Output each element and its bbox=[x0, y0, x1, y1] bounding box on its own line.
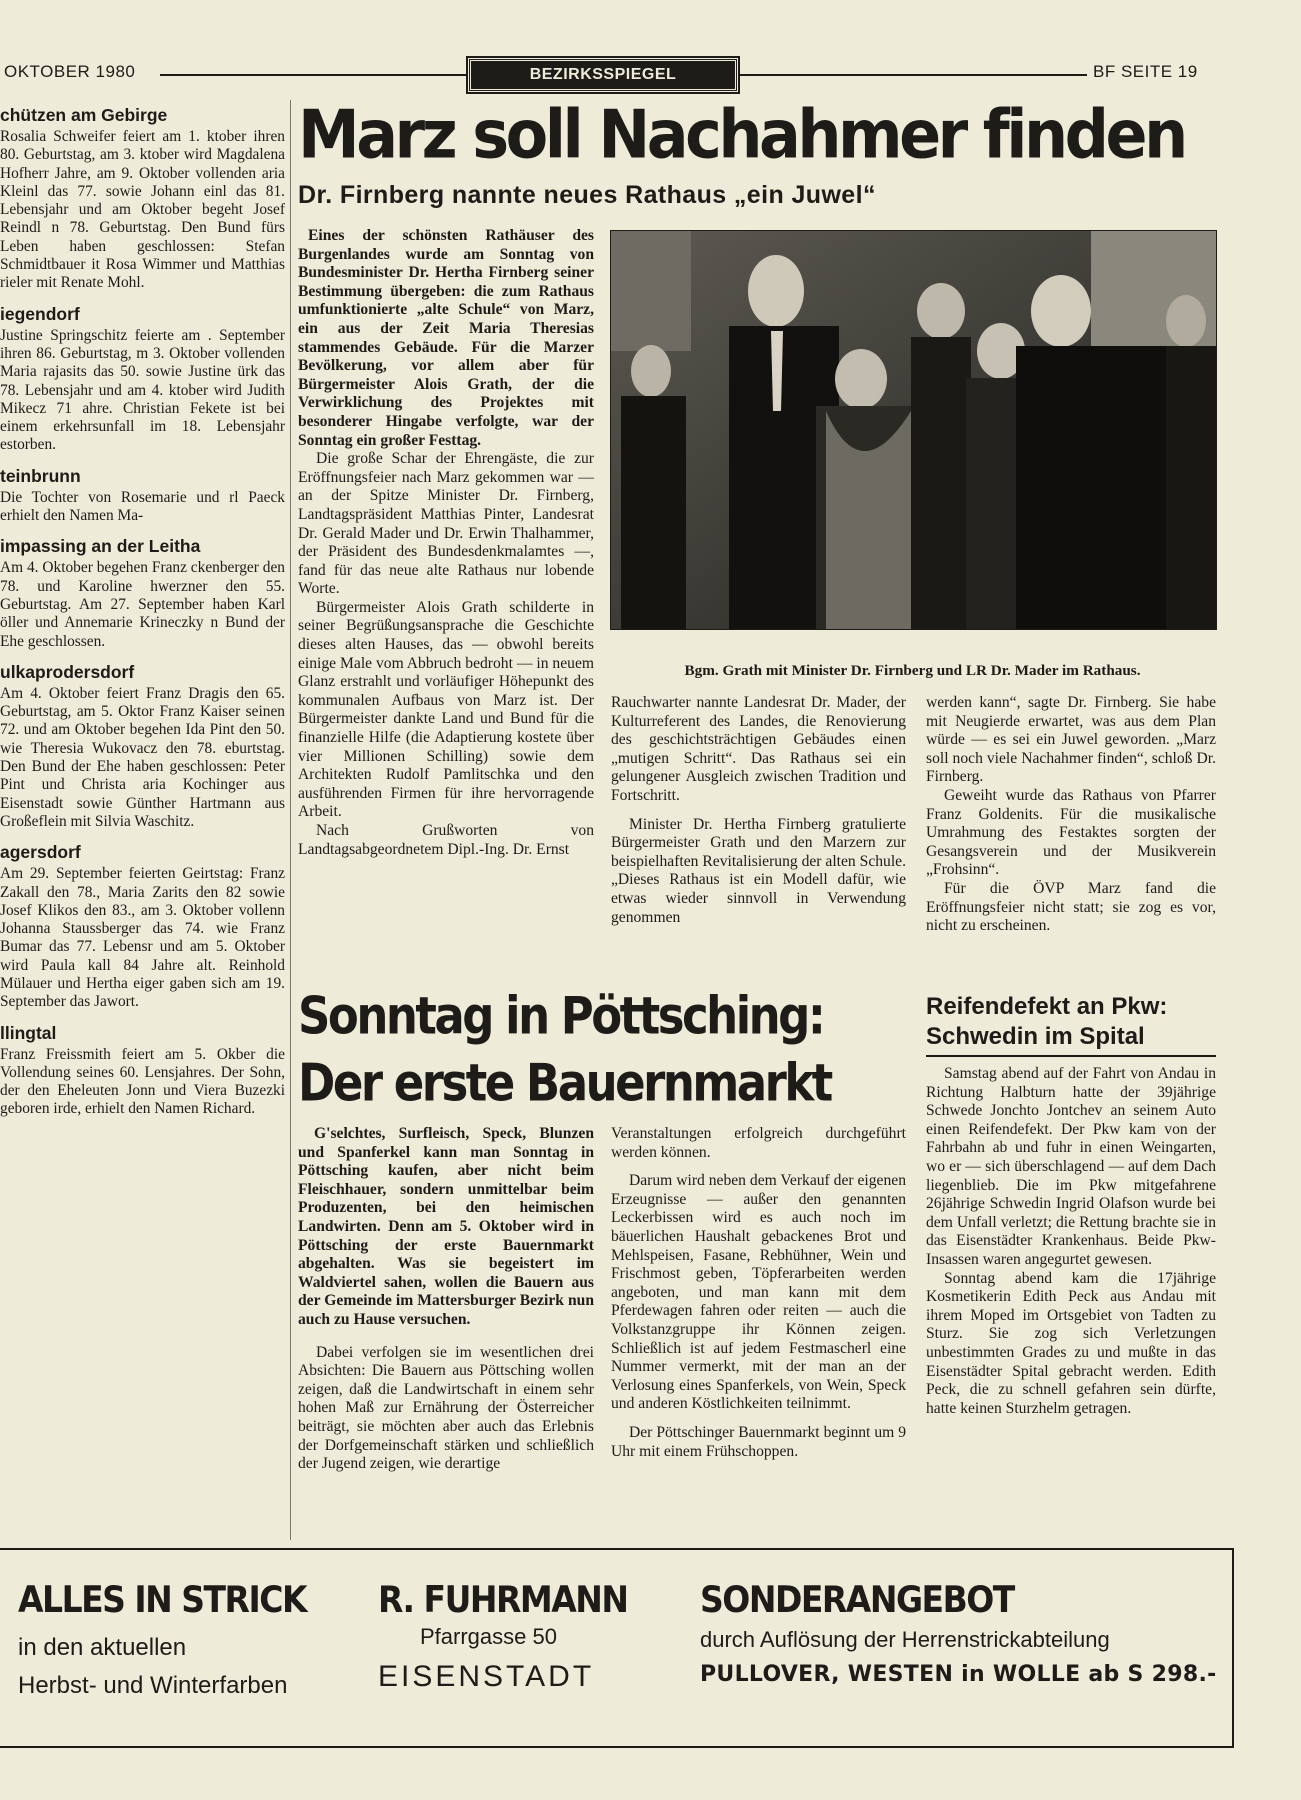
brief-text: Rosalia Schweifer feiert am 1. ktober ihren 80. Geburtstag, am 3. ktober wird Magdalena Hofherr Jahre, am 9. Oktober vollenden aria Kleinl das 77. sowie Johann einl das 81. Lebensjahr und am Oktober begeht Josef Reindl n 78. Geburtstag. Den Bund fürs Leben haben geschlossen: Stefan Schmidtbauer it Rosa Wimmer und Matthias rieler mit Renate Mohl. bbox=[0, 128, 285, 292]
paragraph: werden kann“, sagte Dr. Firnberg. Sie habe mit Neugierde erwartet, was aus dem Plan würde — es sei ein Juwel geworden. „Marz soll noch viele Nachahmer finden“, schloß Dr. Firnberg. bbox=[926, 694, 1216, 786]
brief-text: Am 29. September feierten Geirtstag: Franz Zakall den 78., Maria Zarits den 82 sowie Josef Klikos den 83., am 3. Oktober vollenn Johanna Staussberger das 74. wie Franz Bumar das 77. Lebensr und am 5. Oktober wird Paula kall 84 Jahre alt. Reinhold Mülauer und Hertha eiger gaben sich am 19. September das Jawort. bbox=[0, 865, 285, 1011]
paragraph: Veranstaltungen erfolgreich durchgeführt werden können. bbox=[611, 1125, 906, 1161]
ad-address: Pfarrgasse 50 bbox=[420, 1624, 557, 1649]
brief-title: impassing an der Leitha bbox=[0, 536, 201, 557]
ad-offer: PULLOVER, WESTEN in WOLLE ab S 298.- bbox=[700, 1662, 1217, 1687]
paragraph: Dabei verfolgen sie im wesentlichen drei Absichten: Die Bauern aus Pöttsching wollen zeigen, daß die Landwirtschaft in einem sehr hohen Maß zur Ernährung der Österreicher beiträgt, sie möchten aber auch das Erlebnis der Dorfgemeinschaft stärken und schließlich der Jugend zeigen, wie derartige bbox=[298, 1343, 594, 1473]
header-rule-left bbox=[160, 74, 468, 76]
brief-section bbox=[0, 841, 285, 1011]
paragraph: Darum wird neben dem Verkauf der eigenen Erzeugnisse — außer den genannten Leckerbissen wird es auch noch im bäuerlichen Haushalt gebackenes Brot und Mehlspeisen, Fasane, Rebhühner, Wein und Frischmost geben, Töpferarbeiten werden angeboten, und man kann mit dem Pferdewagen fahren oder reiten — auch die Volkstanzgruppe ihr Können zeigen. Schließlich ist auf jedem Festmascherl eine Nummer vermerkt, mit der man an der Verlosung eines Spanferkels, von Wein, Speck und anderen Köstlichkeiten teilnimmt. bbox=[611, 1172, 906, 1413]
ad-text: in den aktuellen bbox=[18, 1634, 187, 1661]
brief-section bbox=[0, 661, 285, 831]
second-headline-line1: Sonntag in Pöttsching: bbox=[298, 985, 824, 1046]
brief-text: Die Tochter von Rosemarie und rl Paeck erhielt den Namen Ma- bbox=[0, 488, 285, 525]
ad-title-strick: ALLES IN STRICK bbox=[18, 1578, 307, 1621]
header-date: OKTOBER 1980 bbox=[4, 62, 136, 81]
brief-text: Franz Freissmith feiert am 5. Okber die Vollendung seines 60. Lensjahres. Der Sohn, der den Eheleuten Jonn und Viera Buzezki geboren irde, erhielt den Namen Richard. bbox=[0, 1045, 285, 1118]
brief-title: teinbrunn bbox=[0, 465, 81, 486]
brief-section bbox=[0, 535, 285, 650]
second-headline-line2: Der erste Bauernmarkt bbox=[298, 1052, 831, 1113]
section-badge: BEZIRKSSPIEGEL bbox=[468, 58, 738, 92]
brief-text: Am 4. Oktober feiert Franz Dragis den 65. Geburtstag, am 5. Oktor Franz Kaiser seinen 72. und am Oktober begehen Ida Pint den 50. wie Theresia Wukovacz den 78. eburtstag. Den Bund der Ehe haben geschlossen: Peter Pint und Christa aria Kochinger aus Eisenstadt sowie Günther Hartmann aus Großeflein mit Silvia Waschitz. bbox=[0, 684, 285, 830]
photo-illustration bbox=[611, 231, 1216, 629]
main-story-column-1 bbox=[298, 227, 594, 859]
paragraph: Rauchwarter nannte Landesrat Dr. Mader, der Kulturreferent des Landes, die Renovierung des geschichtsträchtigen Gebäudes einen „mutigen Schritt“. Das Rathaus sei ein gelungener Ausgleich zwischen Tradition und Fortschritt. bbox=[611, 694, 906, 804]
main-story-column-2 bbox=[611, 694, 906, 927]
brief-text: Am 4. Oktober begehen Franz ckenberger den 78. und Karoline hwerzner den 55. Geburtstag. Am 27. September haben Karl öller und Annemarie Krineczky n Bund der Ehe geschlossen. bbox=[0, 559, 285, 650]
column-divider bbox=[290, 100, 291, 1540]
ad-title-sonderangebot: SONDERANGEBOT bbox=[700, 1578, 1014, 1621]
brief-section bbox=[0, 104, 285, 293]
main-headline: Marz soll Nachahmer finden bbox=[298, 94, 1185, 174]
paragraph: Samstag abend auf der Fahrt von Andau in Richtung Halbturn hatte der 39jährige Schwede Jonchto Jontchev an seinem Auto einen Reifendefekt. Der Pkw kam von der Fahrbahn ab und fuhr in einen Weingarten, wo er — sich überschlagend — auf dem Dach liegenblieb. Die im Pkw mitgefahrene 26jährige Schwedin Ingrid Olafson wurde bei dem Unfall verletzt; die Rettung brachte sie in das Eisenstädter Krankenhaus. Beide Pkw-Insassen waren angegurtet gewesen. bbox=[926, 1065, 1216, 1268]
page-number: BF SEITE 19 bbox=[1093, 62, 1198, 81]
second-story-column-1 bbox=[298, 1125, 594, 1474]
header-rule-right bbox=[732, 74, 1087, 76]
left-column-briefs bbox=[0, 104, 285, 1129]
brief-text: Justine Springschitz feierte am . September ihren 86. Geburtstag, m 3. Oktober vollenden Maria rajasits das 50. sowie Justine ürk das 78. Lebensjahr und am 4. ktober wird Judith Mikecz 71 ahre. Christian Fekete ist bei einem erkehrsunfall im 18. Lebensjahr estorben. bbox=[0, 326, 285, 454]
main-story-column-3 bbox=[926, 694, 1216, 936]
brief-section bbox=[0, 303, 285, 455]
paragraph: Sonntag abend kam die 17jährige Kosmetikerin Edith Peck aus Andau mit ihrem Moped im Ortsgebiet von Tadten zu Sturz. Sie zog sich Verletzungen unbestimmten Grades zu und mußte in das Eisenstädter Spital gebracht werden. Edith Peck, die zu schnell gefahren sein dürfte, hatte keinen Sturzhelm getragen. bbox=[926, 1269, 1216, 1417]
paragraph: Bürgermeister Alois Grath schilderte in seiner Begrüßungsansprache die Geschichte dieses alten Hauses, das — obwohl bereits einige Male vom Abbruch bedroht — in neuem Glanz erstrahlt und vorläufiger Höhepunkt des kommunalen Aufbaus von Marz ist. Der Bürgermeister dankte Land und Bund für die finanzielle Hilfe (die Adaptierung kostete über vier Millionen Schilling) sowie dem Architekten Rudolf Pamlitschka und den ausführenden Firmen für ihre hervorragende Arbeit. bbox=[298, 598, 594, 821]
paragraph: Für die ÖVP Marz fand die Eröffnungsfeier nicht statt; sie zog es vor, nicht zu erscheinen. bbox=[926, 879, 1216, 935]
third-story-column bbox=[926, 1065, 1216, 1418]
main-subhead: Dr. Firnberg nannte neues Rathaus „ein Juwel“ bbox=[298, 181, 876, 209]
main-lead: Eines der schönsten Rathäuser des Burgenlandes wurde am Sonntag von Bundesminister Dr. Hertha Firnberg seiner Bestimmung übergeben: die zum Rathaus umfunktionierte „alte Schule“ von Marz, ein aus der Zeit Maria Theresias stammendes Gebäude. Für die Marzer Bevölkerung, vor allem aber für Bürgermeister Alois Grath, der die Verwirklichung des Projektes mit besonderer Hingabe verfolgte, war der Sonntag ein großer Festtag. bbox=[298, 227, 594, 449]
paragraph: Minister Dr. Hertha Firnberg gratulierte Bürgermeister Grath und den Marzern zur beispielhaften Revitalisierung der alten Schule. „Dieses Rathaus ist ein Modell dafür, wie etwas wieder sinnvoll in Verwendung genommen bbox=[611, 815, 906, 926]
paragraph: Die große Schar der Ehrengäste, die zur Eröffnungsfeier nach Marz gekommen war — an der Spitze Minister Dr. Firnberg, Landtagspräsident Matthias Pinter, Landesrat Dr. Gerald Mader und Dr. Erwin Thalhammer, der Präsident des Bundesdenkmalamtes —, fand für das neue alte Rathaus nur lobende Worte. bbox=[298, 450, 594, 598]
photo-caption: Bgm. Grath mit Minister Dr. Firnberg und LR Dr. Mader im Rathaus. bbox=[684, 662, 1141, 679]
news-photo bbox=[610, 230, 1217, 630]
brief-title: iegendorf bbox=[0, 303, 80, 324]
brief-title: chützen am Gebirge bbox=[0, 105, 168, 125]
ad-title-fuhrmann: R. FUHRMANN bbox=[378, 1578, 628, 1621]
ad-city: EISENSTADT bbox=[378, 1660, 595, 1693]
paragraph: Geweiht wurde das Rathaus von Pfarrer Franz Goldenits. Für die musikalische Umrahmung des Festaktes sorgten der Gesangsverein und der Musikverein „Frohsinn“. bbox=[926, 786, 1216, 879]
paragraph: Nach Grußworten von Landtagsabgeordnetem Dipl.-Ing. Dr. Ernst bbox=[298, 822, 594, 858]
brief-title: ulkaprodersdorf bbox=[0, 661, 135, 682]
third-headline-rule bbox=[926, 1055, 1216, 1057]
second-lead: G'selchtes, Surfleisch, Speck, Blunzen und Spanferkel kann man Sonntag in Pöttsching kaufen, aber nicht beim Fleischhauer, sondern unmittelbar beim Produzenten, bei den heimischen Landwirten. Denn am 5. Oktober wird in Pöttsching der erste Bauernmarkt abgehalten. Was sie begeistert im Waldviertel sahen, wollen die Bauern aus der Gemeinde im Mattersburger Bezirk nun auch zu Hause versuchen. bbox=[298, 1125, 594, 1328]
brief-title: agersdorf bbox=[0, 842, 81, 863]
brief-section bbox=[0, 1022, 285, 1119]
ad-text: Herbst- und Winterfarben bbox=[18, 1672, 288, 1699]
second-story-column-2 bbox=[611, 1125, 906, 1461]
paragraph: Der Pöttschinger Bauernmarkt beginnt um 9 Uhr mit einem Frühschoppen. bbox=[611, 1423, 906, 1460]
ad-text: durch Auflösung der Herrenstrickabteilung bbox=[700, 1627, 1110, 1652]
brief-title: llingtal bbox=[0, 1022, 57, 1043]
third-headline: Reifendefekt an Pkw: Schwedin im Spital bbox=[926, 993, 1168, 1050]
brief-section bbox=[0, 465, 285, 526]
